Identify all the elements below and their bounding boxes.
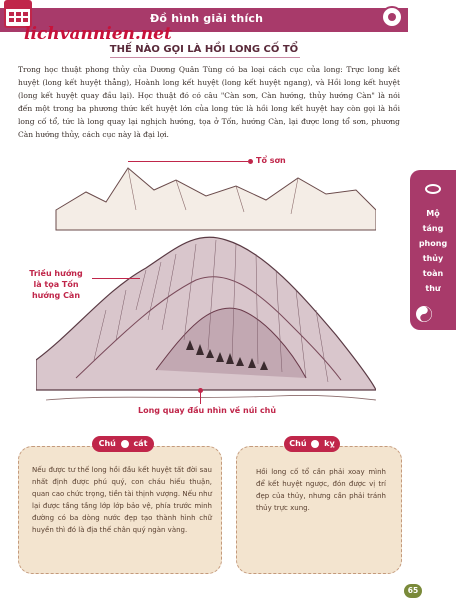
yin-yang-icon xyxy=(416,306,432,322)
note-text-good: Nếu được tư thế long hồi đầu kết huyệt tất đời sau nhất định được phú quý, con cháu hiếu thuận, quan cao chức trọng, tiền tài thịnh vượng. Nếu như lại được tầng tầng lớp lớp bảo vệ, phía trước minh đường có ba dòng nước đẹp tạo thành hình chữ huyền thì đó là địa thế chân quý ngàn vàng. xyxy=(32,466,212,534)
pill-good: Chú cát xyxy=(92,436,154,452)
watermark: lichvannien.net xyxy=(24,24,172,44)
leader-to-son xyxy=(128,161,248,162)
banner-title: Đồ hình giải thích xyxy=(150,12,264,25)
page-heading: THẾ NÀO GỌI LÀ HỒI LONG CỐ TỔ xyxy=(109,44,299,55)
cloud-ornament-icon xyxy=(425,184,441,194)
callout-long-quay: Long quay đầu nhìn về núi chủ xyxy=(138,406,277,415)
leader-trieu-huong xyxy=(92,278,140,279)
callout-dot-to-son xyxy=(248,159,253,164)
callout-to-son: Tổ sơn xyxy=(256,156,286,165)
callout-trieu-huong: Triều hướng là tọa Tốn hướng Càn xyxy=(29,269,83,300)
note-text-avoid: Hồi long cố tổ cần phải xoay mình để kết huyệt ngược, đón được vị trí đẹp của thủy, nhưng cần phải tránh thủy trực xung. xyxy=(256,468,386,512)
emblem-icon xyxy=(381,6,403,28)
callout-dot-long-quay xyxy=(198,388,203,393)
body-paragraph: Trong học thuật phong thủy của Dương Quân Tùng có ba loại cách cục của long: Trực long kết huyệt (long kết huyệt thẳng), Hoành long kết huyệt (long kết huyệt ngang), và Hồi long kết huyệt (long kết huyệt quay đầu lại). Học thuật đó có câu "Càn sơn, Càn hướng, thủy hướng Càn" là nói đến một trong ba phương thức kết huyệt lớn của long tức là hồi long kết huyệt hay còn gọi là hồi long cố tổ, tức là long quay lại nghịch hướng, tọa ở Tốn, hướng Càn, lại được long tổ sơn, phương Càn hướng thủy, cách cục này là đại lợi. xyxy=(18,65,400,139)
pill-avoid: Chú kỵ xyxy=(284,436,340,452)
leader-long-quay xyxy=(200,392,201,404)
page-number: 65 xyxy=(404,584,422,598)
side-tab-label: Mộ táng phong thủy toàn thư xyxy=(418,209,448,293)
heading-divider xyxy=(110,57,300,58)
